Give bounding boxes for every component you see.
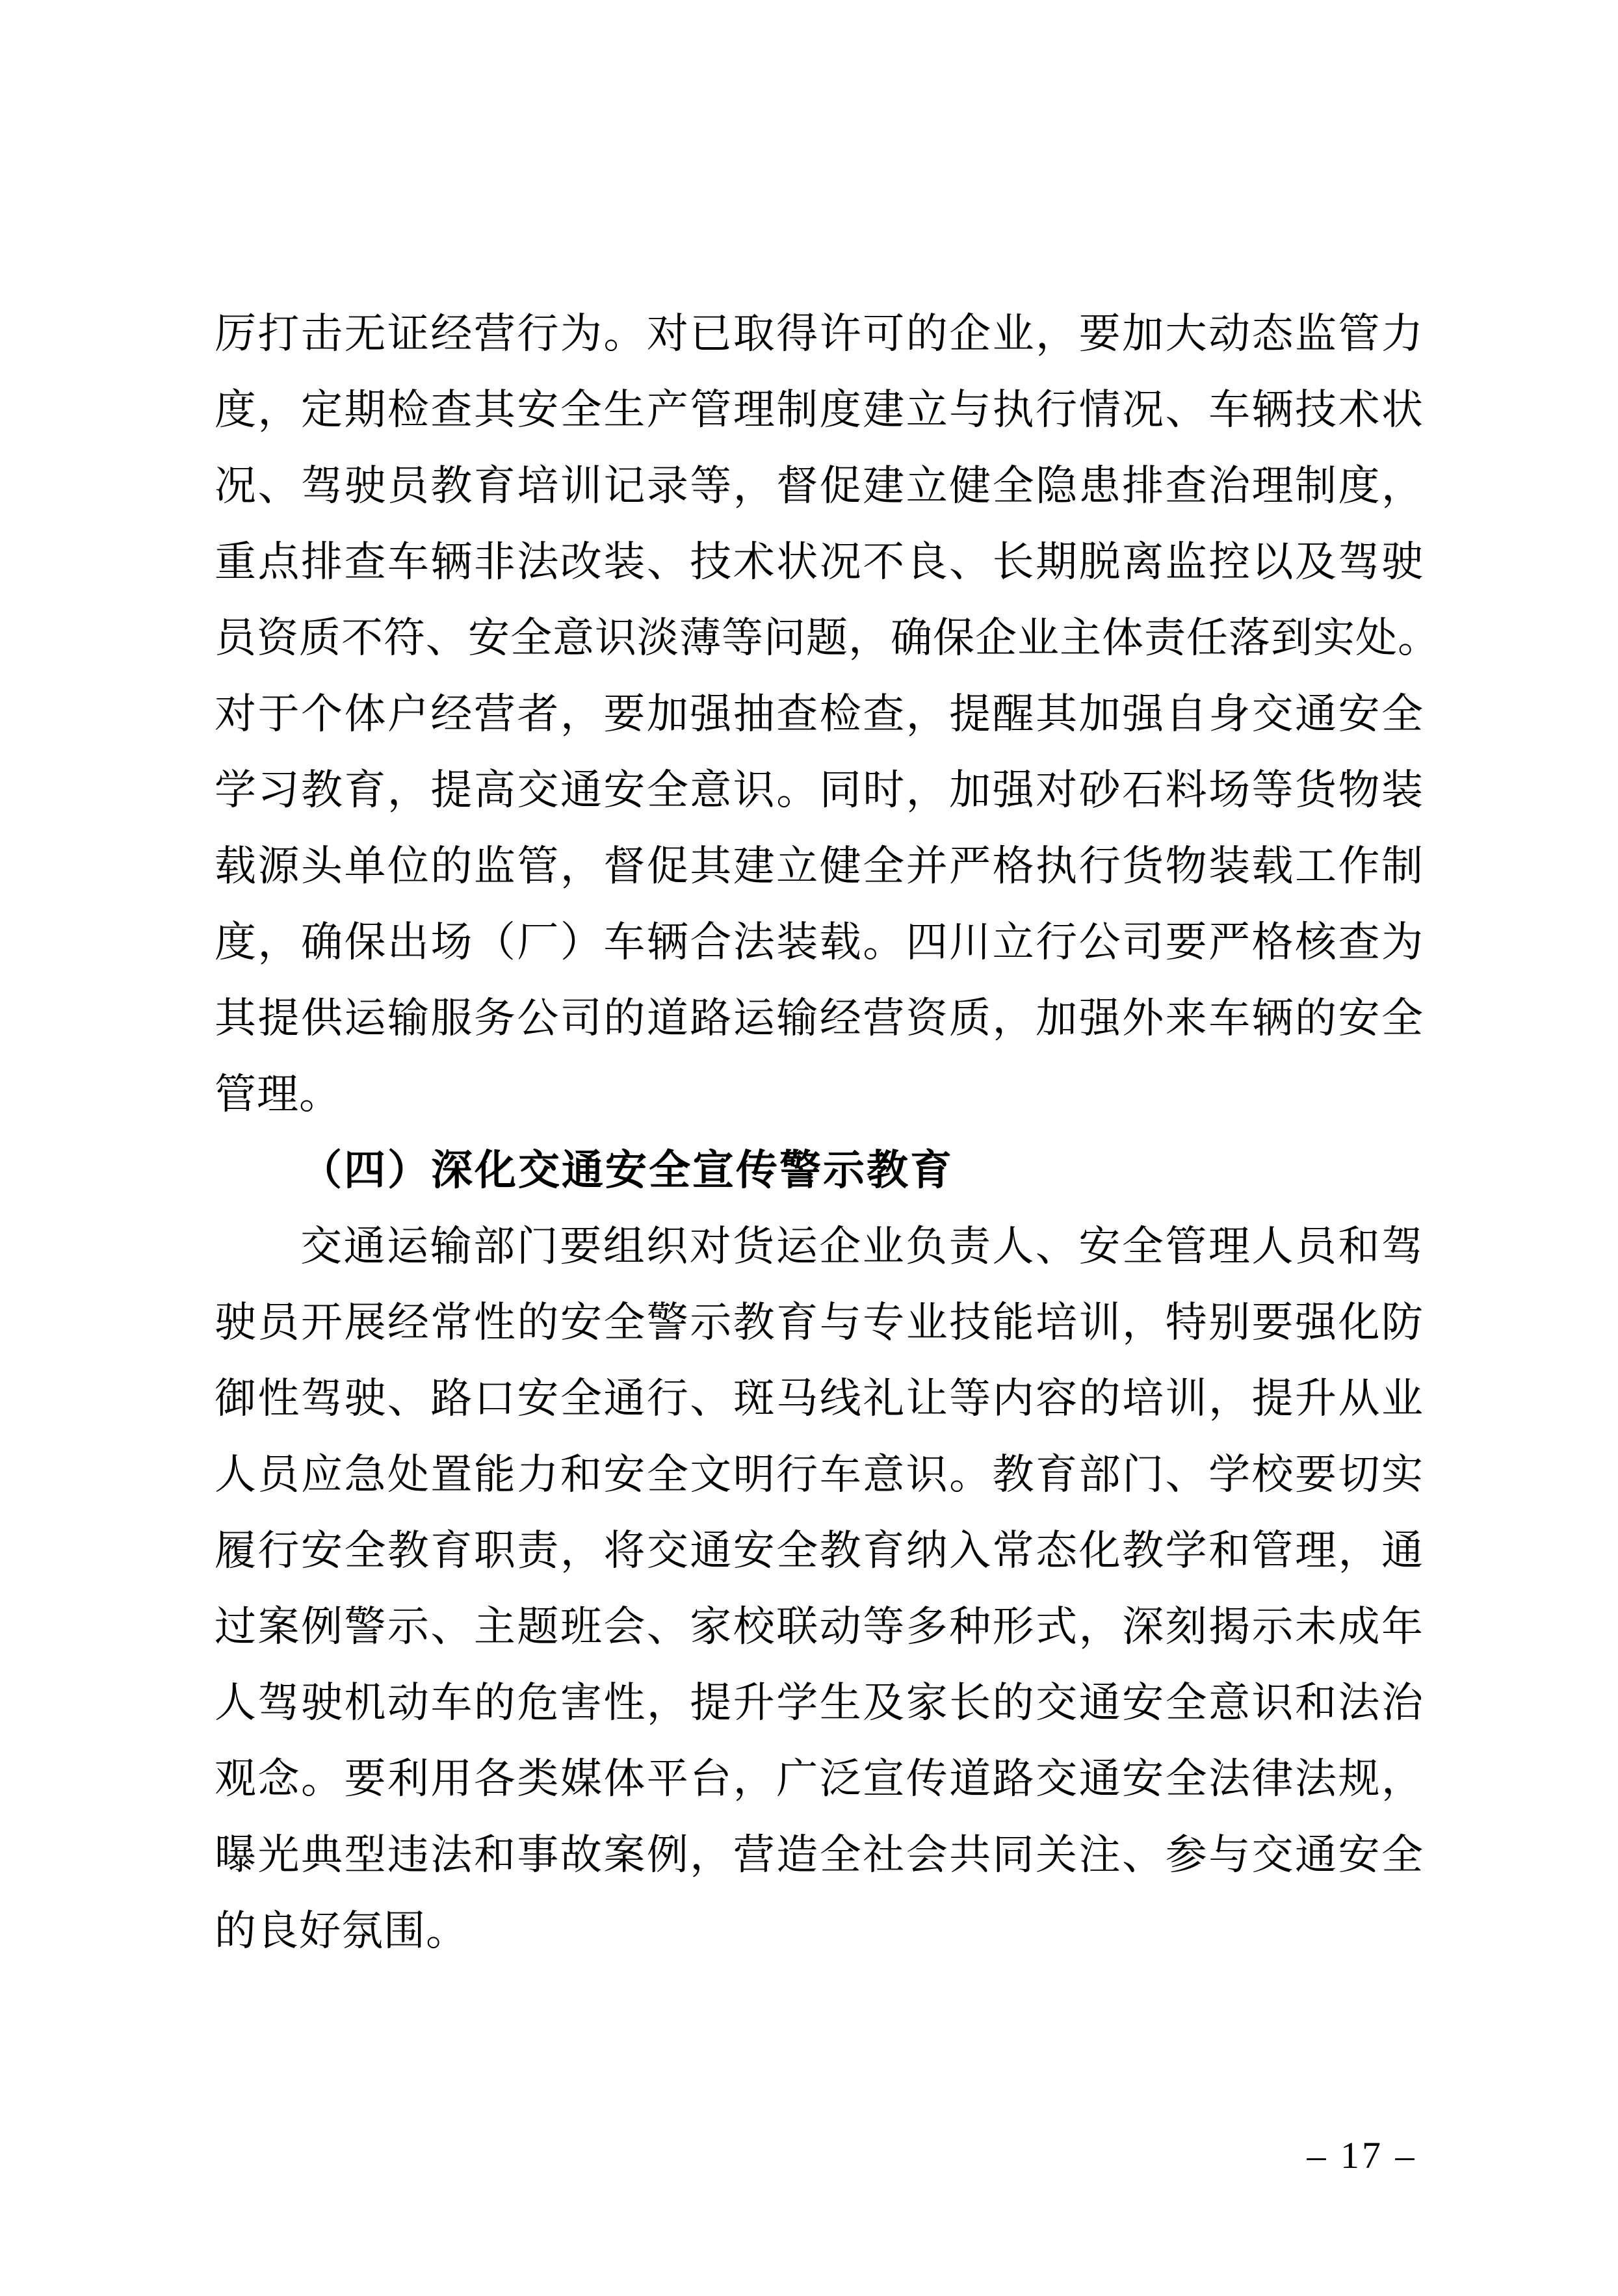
body-line: 厉打击无证经营行为。对已取得许可的企业，要加大动态监管力: [215, 311, 1424, 357]
body-line: 度，确保出场（厂）车辆合法装载。四川立行公司要严格核查为: [215, 919, 1424, 965]
body-line: 载源头单位的监管，督促其建立健全并严格执行货物装载工作制: [215, 843, 1424, 889]
body-line: 其提供运输服务公司的道路运输经营资质，加强外来车辆的安全: [215, 995, 1424, 1041]
body-line: 人员应急处置能力和安全文明行车意识。教育部门、学校要切实: [215, 1452, 1424, 1498]
body-line: 交通运输部门要组织对货运企业负责人、安全管理人员和驾: [300, 1223, 1424, 1270]
body-line: 的良好氛围。: [215, 1908, 468, 1954]
body-line: 学习教育，提高交通安全意识。同时，加强对砂石料场等货物装: [215, 767, 1424, 813]
body-line: 人驾驶机动车的危害性，提升学生及家长的交通安全意识和法治: [215, 1680, 1424, 1726]
body-line: 御性驾驶、路口安全通行、斑马线礼让等内容的培训，提升从业: [215, 1376, 1424, 1422]
body-line: 管理。: [215, 1071, 341, 1117]
section-heading: （四）深化交通安全宣传警示教育: [300, 1147, 954, 1194]
body-line: 观念。要利用各类媒体平台，广泛宣传道路交通安全法律法规，: [215, 1756, 1424, 1802]
body-line: 重点排查车辆非法改装、技术状况不良、长期脱离监控以及驾驶: [215, 539, 1424, 585]
body-text-block: [215, 296, 1440, 1969]
body-line: 曝光典型违法和事故案例，营造全社会共同关注、参与交通安全: [215, 1832, 1424, 1878]
page-number: – 17 –: [1307, 2134, 1417, 2176]
body-line: 过案例警示、主题班会、家校联动等多种形式，深刻揭示未成年: [215, 1604, 1424, 1650]
body-line: 对于个体户经营者，要加强抽查检查，提醒其加强自身交通安全: [215, 691, 1424, 737]
body-line: 驶员开展经常性的安全警示教育与专业技能培训，特别要强化防: [215, 1299, 1424, 1346]
body-line: 度，定期检查其安全生产管理制度建立与执行情况、车辆技术状: [215, 387, 1424, 433]
body-line: 履行安全教育职责，将交通安全教育纳入常态化教学和管理，通: [215, 1528, 1424, 1574]
body-line: 员资质不符、安全意识淡薄等问题，确保企业主体责任落到实处。: [215, 615, 1440, 661]
body-line: 况、驾驶员教育培训记录等，督促建立健全隐患排查治理制度，: [215, 463, 1424, 509]
